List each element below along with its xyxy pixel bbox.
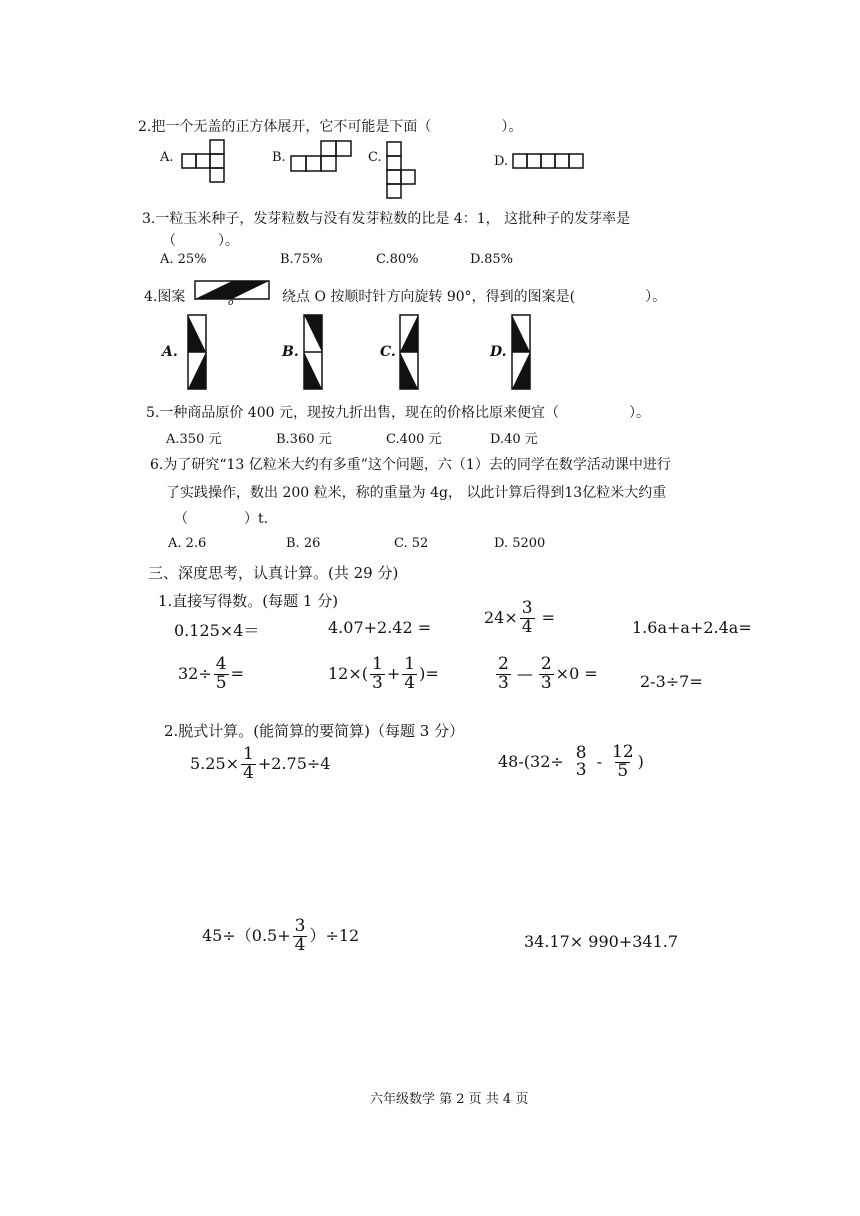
denominator: 5 xyxy=(215,672,227,693)
denominator: 3 xyxy=(372,672,383,693)
q4-option-c: C. xyxy=(380,344,396,360)
q6-line-3: （ ）t. xyxy=(174,511,269,527)
q3-stem: 3.一粒玉米种子，发芽粒数与没有发芽粒数的比是 4：1， 这批种子的发芽率是 xyxy=(142,211,631,227)
expr-text: 32÷ xyxy=(178,663,212,683)
q6-option-d: D. 5200 xyxy=(494,536,546,551)
numerator: 4 xyxy=(215,654,227,674)
q3-option-c: C.80% xyxy=(376,252,419,267)
expr-text: ）÷12 xyxy=(309,925,360,945)
denominator: 5 xyxy=(617,760,629,781)
numerator: 3 xyxy=(521,598,533,618)
fraction xyxy=(496,656,511,693)
denominator: 4 xyxy=(404,672,416,693)
q4-option-a: A. xyxy=(162,344,178,360)
part-2-title: 2.脱式计算。(能简算的要简算)（每题 3 分） xyxy=(164,722,465,740)
fraction xyxy=(214,656,229,693)
expr-text: ×0 = xyxy=(555,663,598,683)
expr-text: 45÷（0.5+ xyxy=(202,925,291,945)
q5-option-c: C.400 元 xyxy=(386,432,442,447)
q2-net-b xyxy=(291,140,355,174)
fraction xyxy=(293,918,308,955)
calc-12x-sum xyxy=(328,656,439,693)
section-3-title: 三、深度思考，认真计算。(共 29 分) xyxy=(148,564,399,582)
fraction xyxy=(402,656,417,693)
calc-525x1over4 xyxy=(190,746,330,783)
q3-blank: （ ）。 xyxy=(162,233,239,249)
q4-point-o-label: o xyxy=(228,298,234,308)
expr-text: 12×( xyxy=(328,663,369,683)
numerator: 8 xyxy=(575,742,587,763)
expr-text: 48-(32÷ xyxy=(498,751,564,771)
calc-16a-a-24a: 1.6a+a+2.4a= xyxy=(632,618,752,637)
page-footer: 六年级数学 第 2 页 共 4 页 xyxy=(370,1092,529,1107)
q2-option-d: D. xyxy=(494,154,509,169)
denominator: 4 xyxy=(243,762,254,783)
q2-option-c: C. xyxy=(368,150,382,165)
denominator: 3 xyxy=(575,760,587,781)
q2-net-d xyxy=(512,152,588,170)
q3-option-a: A. 25% xyxy=(160,252,207,267)
expr-text: )= xyxy=(419,663,439,683)
numerator: 1 xyxy=(372,654,383,674)
q2-option-b: B. xyxy=(272,150,286,165)
numerator: 2 xyxy=(540,654,552,674)
q6-option-c: C. 52 xyxy=(394,536,429,551)
q5-option-a: A.350 元 xyxy=(166,432,222,447)
q2-net-c xyxy=(385,141,421,205)
expr-text: = xyxy=(536,607,556,627)
calc-2-3div7: 2-3÷7= xyxy=(640,672,703,691)
calc-45div xyxy=(202,918,359,955)
q4-figure-a xyxy=(186,314,210,392)
numerator: 1 xyxy=(243,744,254,764)
denominator: 3 xyxy=(540,672,552,693)
numerator: 3 xyxy=(294,916,306,936)
q2-net-a xyxy=(182,140,232,188)
operator: — xyxy=(516,663,533,683)
fraction xyxy=(574,742,589,781)
q6-line-1: 6.为了研究“13 亿粒米大约有多重”这个问题，六（1）去的同学在数学活动课中进行 xyxy=(150,457,671,473)
q3-option-d: D.85% xyxy=(470,252,513,267)
calc-24x3over4 xyxy=(484,600,555,637)
q4-stem-prefix: 4.图案 xyxy=(144,289,186,305)
q4-option-b: B. xyxy=(282,344,299,360)
calc-48-minus xyxy=(498,744,644,781)
calc-407plus242: 4.07+2.42 = xyxy=(328,618,432,637)
fraction xyxy=(241,746,256,783)
numerator: 12 xyxy=(612,742,634,762)
denominator: 4 xyxy=(294,934,306,955)
calc-3417x990: 34.17× 990+341.7 xyxy=(524,932,679,951)
q5-option-b: B.360 元 xyxy=(276,432,332,447)
q4-stem-suffix: 绕点 O 按顺时针方向旋转 90°，得到的图案是( ）。 xyxy=(282,289,667,305)
q6-option-a: A. 2.6 xyxy=(168,536,207,551)
q2-option-a: A. xyxy=(160,150,174,165)
fraction xyxy=(539,656,554,693)
calc-0125x4: 0.125×4＝ xyxy=(174,621,260,640)
expr-text: 5.25× xyxy=(190,753,240,773)
numerator: 2 xyxy=(498,654,509,674)
q6-option-b: B. 26 xyxy=(286,536,321,551)
q5-option-d: D.40 元 xyxy=(490,432,538,447)
numerator: 1 xyxy=(404,654,416,674)
operator: - xyxy=(596,751,603,771)
part-1-title: 1.直接写得数。(每题 1 分) xyxy=(158,592,339,610)
q4-figure-c xyxy=(398,314,422,392)
q2-stem: 2.把一个无盖的正方体展开，它不可能是下面（ ）。 xyxy=(138,119,523,135)
q4-figure-b xyxy=(302,314,326,392)
q4-figure-d xyxy=(510,314,534,392)
expr-text: = xyxy=(230,663,244,683)
denominator: 3 xyxy=(498,672,509,693)
expr-text: 24× xyxy=(484,607,518,627)
calc-32div4over5 xyxy=(178,656,244,693)
fraction xyxy=(520,600,535,637)
expr-text: +2.75÷4 xyxy=(257,753,331,773)
fraction xyxy=(370,656,385,693)
q4-option-d: D. xyxy=(490,344,507,360)
operator: + xyxy=(386,663,401,683)
q6-line-2: 了实践操作，数出 200 粒米，称的重量为 4g， 以此计算后得到13亿粒米大约重 xyxy=(166,485,667,501)
fraction xyxy=(610,744,636,781)
calc-2over3-minus xyxy=(494,656,598,693)
q3-option-b: B.75% xyxy=(280,252,323,267)
expr-text: ) xyxy=(637,751,644,771)
denominator: 4 xyxy=(521,616,533,637)
q5-stem: 5.一种商品原价 400 元，现按九折出售，现在的价格比原来便宜（ ）。 xyxy=(146,405,650,421)
